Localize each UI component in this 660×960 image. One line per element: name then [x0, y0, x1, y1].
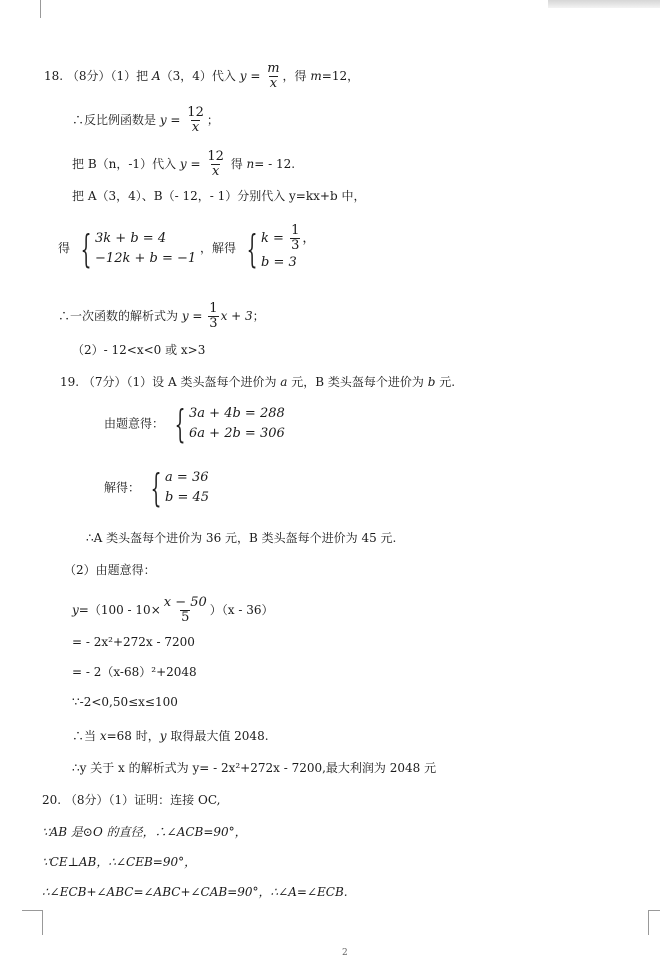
brace-icon: {	[80, 226, 92, 271]
text: =68 时，	[106, 729, 160, 743]
crop-mark-bottom-right	[648, 910, 660, 935]
text: 解得：	[104, 480, 141, 495]
fraction	[206, 150, 225, 179]
text: 把	[72, 157, 88, 171]
brace-icon: {	[246, 226, 258, 271]
q20-line-2	[42, 824, 247, 840]
q18-heading	[44, 62, 359, 91]
q20-line-3	[42, 854, 196, 870]
text: n	[246, 157, 255, 171]
text: ；	[252, 309, 265, 323]
q19-line-9	[72, 694, 178, 710]
text: 19. （7分）（1）设 A 类头盔每个进价为	[60, 375, 281, 389]
text: =	[186, 157, 205, 171]
text: B（n，-1）代入	[87, 157, 180, 171]
text: =	[246, 69, 265, 83]
window-edge-shadow	[548, 0, 660, 8]
page-number: 2	[342, 948, 348, 958]
numerator: 1	[291, 223, 300, 238]
text: 取得最大值 2048.	[166, 729, 269, 743]
equation: 3a + 4b = 288	[189, 406, 285, 421]
q19-heading	[60, 374, 455, 390]
text: ，得	[282, 69, 311, 83]
text: =（100 - 10×	[78, 603, 161, 617]
text: 把 A（3，4）、B（- 12，- 1）分别代入 y=kx+b 中，	[72, 189, 366, 203]
text: 18. （8分）（1）把	[44, 69, 152, 83]
text: m	[310, 69, 322, 83]
text: = - 12.	[254, 157, 296, 171]
text: 元，B 类头盔每个进价为	[287, 375, 428, 389]
solution-system	[240, 224, 316, 273]
text: 由题意得：	[104, 416, 165, 431]
text: ∴当	[72, 729, 100, 743]
text: y	[179, 157, 187, 171]
text: ∴一次函数的解析式为	[58, 309, 182, 323]
q19-solution-line	[104, 468, 209, 508]
fraction	[186, 106, 205, 135]
text: y	[159, 729, 167, 743]
q19-line-4	[86, 530, 396, 546]
fraction	[266, 62, 280, 91]
equation-system	[74, 226, 197, 271]
text: =	[188, 309, 207, 323]
text: 20. （8分）（1）证明：连接 OC,	[42, 793, 221, 807]
text: ；	[206, 113, 219, 127]
q19-line-8	[72, 664, 197, 680]
text: （2）由题意得：	[64, 563, 156, 577]
q18-line-6	[58, 302, 265, 331]
q20-heading	[42, 792, 220, 808]
q18-line-4	[72, 188, 365, 204]
fraction	[290, 224, 300, 253]
text: x	[99, 729, 107, 743]
text: y	[159, 113, 167, 127]
crop-mark-top-left	[40, 0, 41, 18]
numerator: 1	[209, 301, 218, 316]
q19-line-6	[72, 596, 274, 625]
q19-system-line	[104, 404, 285, 444]
denominator: 5	[181, 610, 190, 625]
text: y	[239, 69, 247, 83]
fraction	[208, 302, 218, 331]
numerator: 12	[187, 105, 204, 120]
text: ∴A 类头盔每个进价为 36 元，B 类头盔每个进价为 45 元.	[86, 531, 397, 545]
text: （2）- 12<x<0 或 x>3	[72, 343, 206, 357]
denominator: x	[269, 76, 278, 91]
denominator: 3	[209, 316, 218, 331]
text: ，解得	[199, 241, 236, 255]
text: ∴∠ECB+∠ABC=∠ABC+∠CAB=90°，∴∠A=∠ECB.	[42, 885, 348, 899]
fraction	[163, 596, 208, 625]
numerator: x − 50	[163, 595, 207, 610]
equation: a = 36	[165, 470, 209, 485]
q18-line-3	[72, 150, 295, 179]
equation: b = 45	[165, 490, 210, 505]
q19-line-11	[72, 760, 436, 776]
equation: 3k + b = 4	[95, 230, 167, 246]
q19-line-10	[72, 728, 269, 744]
text: 元.	[435, 375, 456, 389]
text: ∴y 关于 x 的解析式为 y= - 2x²+272x - 7200,最大利润为 2048 元	[72, 761, 437, 775]
numerator: m	[267, 61, 280, 76]
equation-system	[168, 404, 285, 444]
brace-icon: {	[174, 402, 186, 446]
text: A	[151, 69, 161, 83]
equation: b = 3	[261, 255, 297, 270]
text: b	[427, 375, 436, 389]
q18-line-2	[72, 106, 219, 135]
q20-line-4	[42, 884, 348, 900]
text: ）（x - 36）	[209, 603, 274, 617]
q19-line-5	[64, 562, 156, 578]
text: a	[280, 375, 288, 389]
numerator: 12	[207, 149, 224, 164]
equation: 6a + 2b = 306	[189, 426, 285, 441]
text: ∵AB 是⊙O 的直径，∴∠ACB=90°，	[42, 825, 247, 839]
text: =12，	[321, 69, 360, 83]
equation: k =	[261, 231, 289, 246]
crop-mark-bottom-left	[22, 910, 43, 935]
q19-line-7	[72, 634, 195, 650]
text: =	[166, 113, 185, 127]
text: ∵CE⊥AB，∴∠CEB=90°，	[42, 855, 197, 869]
denominator: x	[191, 120, 200, 135]
text: = - 2（x-68）²+2048	[72, 665, 197, 679]
q18-line-7	[72, 342, 205, 358]
text: ∵-2<0,50≤x≤100	[72, 695, 178, 709]
text: = - 2x²+272x - 7200	[72, 635, 195, 649]
denominator: x	[211, 164, 220, 179]
text: y	[72, 603, 79, 617]
q18-system-line	[58, 224, 315, 273]
text: ∴反比例函数是	[72, 113, 160, 127]
brace-icon: {	[150, 466, 162, 510]
text: 得	[58, 241, 71, 255]
denominator: 3	[291, 238, 300, 253]
text: y	[181, 309, 189, 323]
solution-system	[144, 468, 209, 508]
text: 得	[226, 157, 247, 171]
text: ，	[302, 231, 316, 246]
text: x + 3	[220, 309, 253, 323]
text: （3，4）代入	[160, 69, 240, 83]
equation: −12k + b = −1	[95, 250, 197, 266]
